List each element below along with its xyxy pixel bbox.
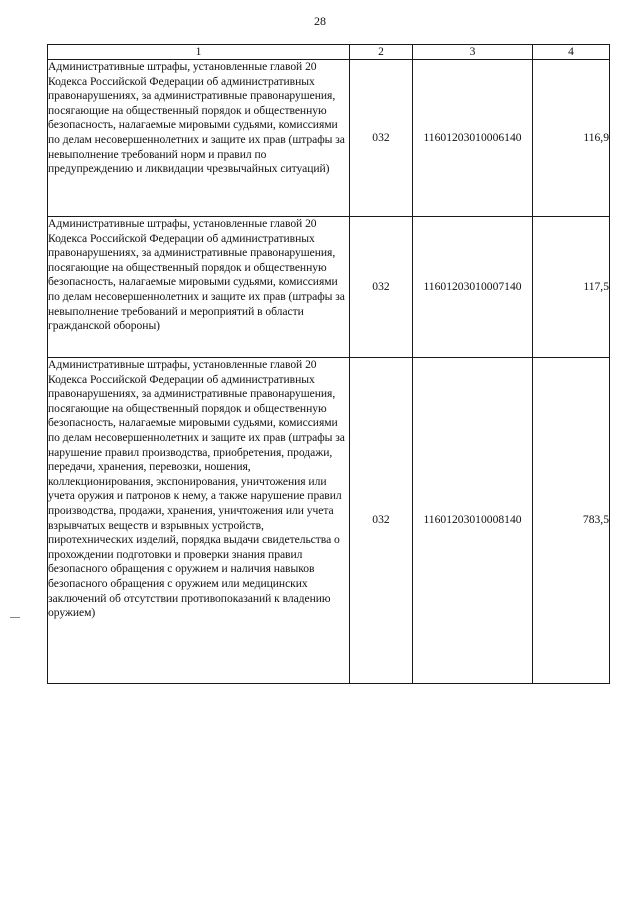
table-row xyxy=(48,358,610,684)
row-budget-code: 11601203010006140 xyxy=(413,60,533,217)
column-header-2: 2 xyxy=(350,45,413,60)
row-description: Административные штрафы, установленные главой 20 Кодекса Российской Федерации об административных правонарушениях, за административные правонарушения, посягающие на общественный порядок и общественную безопасность, налагаемые мировыми судьями, комиссиями по делам несовершеннолетних и защите их прав (штрафы за невыполнение требований норм и правил по предупреждению и ликвидации чрезвычайных ситуаций) xyxy=(48,60,350,217)
page-number: 28 xyxy=(314,14,326,28)
table-row xyxy=(48,217,610,358)
row-description: Административные штрафы, установленные главой 20 Кодекса Российской Федерации об административных правонарушениях, за административные правонарушения, посягающие на общественный порядок и общественную безопасность, налагаемые мировыми судьями, комиссиями по делам несовершеннолетних и защите их прав (штрафы за невыполнение требований и мероприятий в области гражданской обороны) xyxy=(48,217,350,358)
margin-scan-mark xyxy=(10,617,20,618)
row-amount: 116,9 xyxy=(533,60,610,217)
row-amount: 117,5 xyxy=(533,217,610,358)
row-budget-code: 11601203010007140 xyxy=(413,217,533,358)
table-header-row xyxy=(48,45,610,60)
table-row xyxy=(48,60,610,217)
column-header-4: 4 xyxy=(533,45,610,60)
row-admin-code: 032 xyxy=(350,217,413,358)
budget-table xyxy=(47,44,610,684)
row-admin-code: 032 xyxy=(350,358,413,684)
row-budget-code: 11601203010008140 xyxy=(413,358,533,684)
row-admin-code: 032 xyxy=(350,60,413,217)
row-description: Административные штрафы, установленные главой 20 Кодекса Российской Федерации об административных правонарушениях, за административные правонарушения, посягающие на общественный порядок и общественную безопасность, налагаемые мировыми судьями, комиссиями по делам несовершеннолетних и защите их прав (штрафы за нарушение правил производства, приобретения, продажи, передачи, хранения, перевозки, ношения, коллекционирования, экспонирования, уничтожения или учета оружия и патронов к нему, а также нарушение правил производства, продажи, хранения, уничтожения или учета взрывчатых веществ и взрывных устройств, пиротехнических изделий, порядка выдачи свидетельства о прохождении подготовки и проверки знания правил безопасного обращения с оружием и наличия навыков безопасного обращения с оружием или медицинских заключений об отсутствии противопоказаний к владению оружием) xyxy=(48,358,350,684)
row-amount: 783,5 xyxy=(533,358,610,684)
column-header-1: 1 xyxy=(48,45,350,60)
column-header-3: 3 xyxy=(413,45,533,60)
